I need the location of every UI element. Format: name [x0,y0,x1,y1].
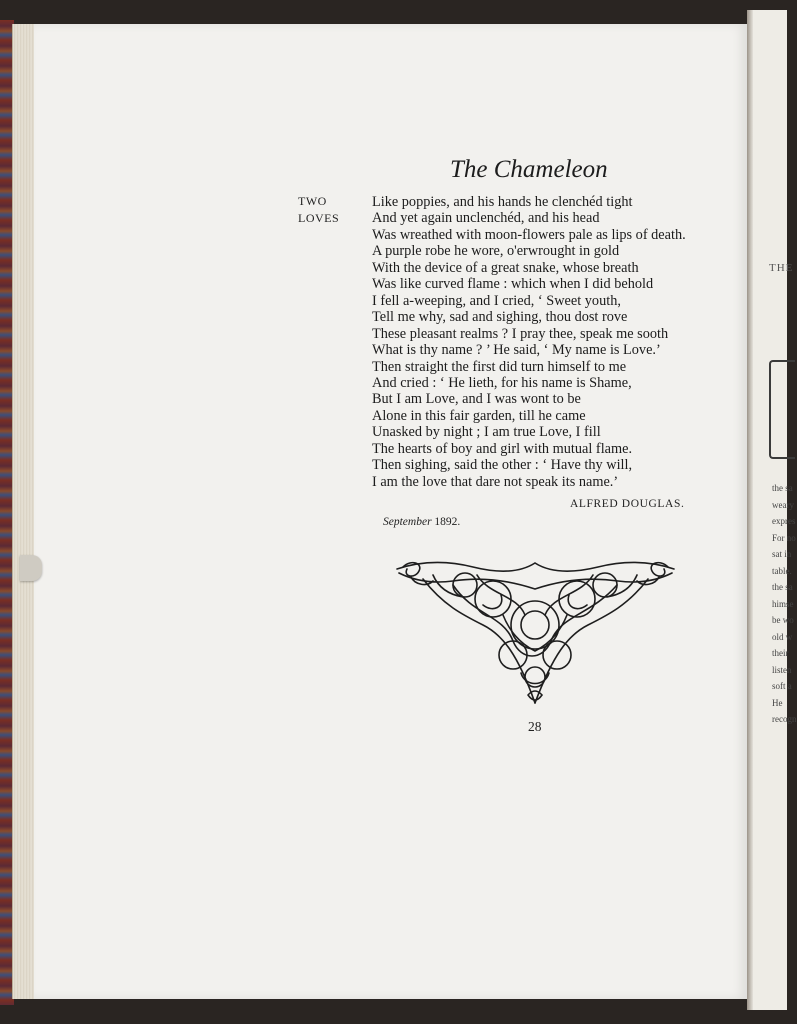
adjacent-page-gutter [747,10,753,1010]
poem-line: What is thy name ? ’ He said, ‘ My name is Love.’ [372,342,661,359]
section-label-line: LOVES [298,210,340,225]
poem-line: I fell a-weeping, and I cried, ‘ Sweet youth, [372,292,621,309]
book-page [34,24,747,999]
adjacent-text-line: the sa [772,582,793,592]
celtic-knot-ornament [393,555,678,707]
bookmark-ribbon [20,555,42,581]
poem-line: Alone in this fair garden, till he came [372,407,586,424]
poem-line: A purple robe he wore, o'erwrought in gold [372,243,620,260]
date-month: September [383,516,432,528]
adjacent-text-line: For no [772,532,796,543]
poem-line: The hearts of boy and girl with mutual flame. [372,440,633,457]
section-label [298,193,339,226]
poem-line: And yet again unclenchéd, and his head [372,210,600,227]
adjacent-text-line: listen [772,664,792,675]
poem-line: With the device of a great snake, whose breath [372,259,639,276]
poem-line: Unasked by night ; I am true Love, I fill [372,424,601,441]
poem-line: These pleasant realms ? I pray thee, speak me sooth [372,325,669,342]
adjacent-text-line: expres [772,516,796,526]
poem-text [372,194,707,490]
adjacent-text-line: table. [772,565,792,576]
poem-date [383,516,460,528]
page-number: 28 [528,719,542,734]
adjacent-text-line: old w [772,631,793,642]
poem-line: Was like curved flame : which when I did behold [372,276,654,293]
adjacent-page [747,10,797,1010]
adjacent-text-line: He [772,697,783,708]
poem-line: But I am Love, and I was wont to be [372,391,581,408]
section-label-line: TWO [298,194,327,208]
adjacent-text-line: weary [772,499,794,510]
poem-line: Was wreathed with moon-flowers pale as lips of death. [372,226,686,243]
adjacent-page-header: THE [769,262,794,274]
adjacent-text-line: the sa [772,483,793,493]
adjacent-text-line: soft a [772,681,792,691]
poem-line: Then sighing, said the other : ‘ Have thy will, [372,457,633,474]
adjacent-text-line: recogn [772,714,797,724]
date-year: 1892. [434,516,461,528]
adjacent-page-initial-ornament [769,360,795,459]
poem-line: Then straight the first did turn himself to me [372,358,627,375]
poem-line: Tell me why, sad and sighing, thou dost rove [372,309,628,326]
poem-line: And cried : ‘ He lieth, for his name is Shame, [372,374,632,391]
poem-line: I am the love that dare not speak its name.’ [372,473,619,490]
adjacent-text-line: himse [772,598,794,609]
adjacent-page-text [772,480,797,728]
adjacent-text-line: sat in [772,549,792,559]
poem-line: Like poppies, and his hands he clenchéd tight [372,194,633,210]
chapter-title: The Chameleon [450,156,608,183]
adjacent-text-line: be wo [772,615,794,625]
author-signature: ALFRED DOUGLAS. [570,498,685,510]
adjacent-text-line: their [772,648,789,658]
